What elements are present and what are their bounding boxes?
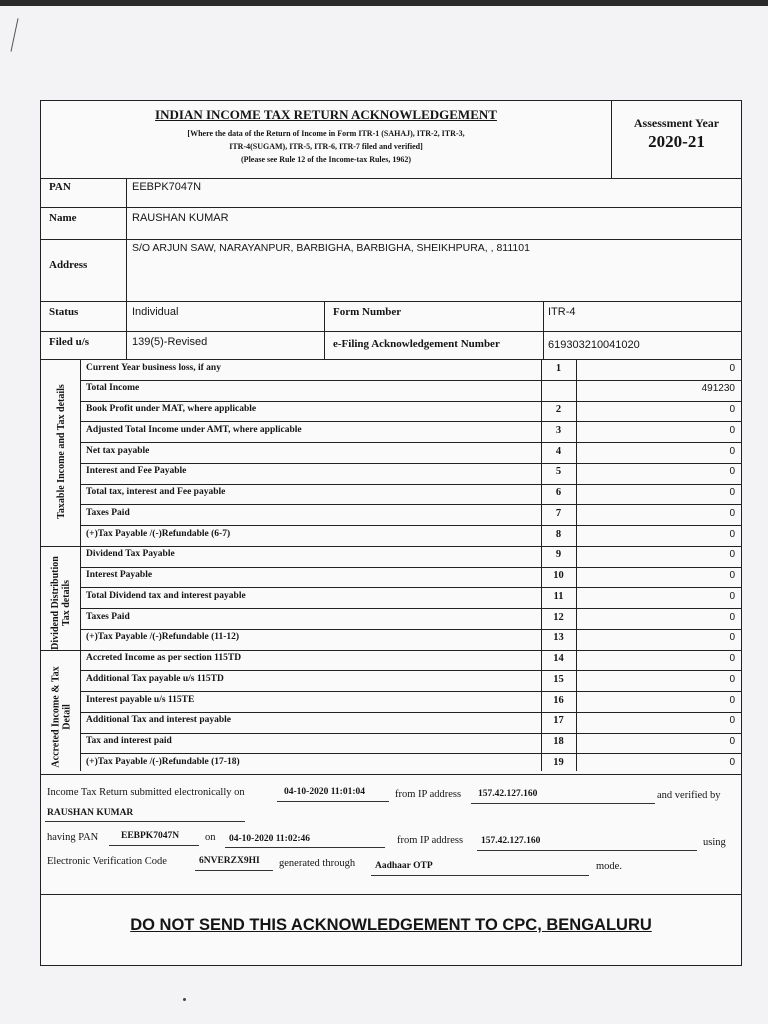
row-amount: 491230 (701, 383, 735, 395)
row-amount: 0 (729, 611, 735, 623)
assessment-year-value: 2020-21 (648, 132, 705, 151)
submitted-text: Income Tax Return submitted electronically on (47, 787, 245, 798)
row-divider (80, 463, 741, 464)
row-amount: 0 (729, 736, 735, 747)
evc-code: 6NVERZX9HI (199, 856, 260, 866)
verified-on-label: on (205, 832, 216, 843)
section-title: Dividend Distribution Tax details (50, 555, 72, 650)
row-label: (+)Tax Payable /(-)Refundable (11-12) (86, 632, 240, 643)
status-value: Individual (132, 306, 179, 318)
row-number: 6 (555, 487, 562, 498)
pan-label: PAN (49, 181, 71, 193)
row-divider (80, 670, 741, 671)
verified-datetime: 04-10-2020 11:02:46 (229, 834, 311, 844)
row-label: Total Income (86, 383, 140, 394)
row-label: (+)Tax Payable /(-)Refundable (17-18) (86, 756, 240, 767)
section-title: Taxable Income and Tax details (55, 384, 67, 520)
row-amount: 0 (729, 424, 735, 436)
row-label: Additional Tax payable u/s 115TD (86, 673, 224, 684)
row-label: Dividend Tax Payable (86, 549, 175, 560)
pan-value: EEBPK7047N (132, 181, 202, 193)
row-label: Total Dividend tax and interest payable (86, 590, 246, 601)
row-amount: 0 (729, 694, 735, 706)
row-number: 2 (555, 404, 562, 415)
row-amount: 0 (729, 632, 735, 644)
row-number: 1 (555, 362, 562, 374)
form-subtitle-2: ITR-4(SUGAM), ITR-5, ITR-6, ITR-7 filed and verified] (229, 142, 423, 151)
row-divider (41, 546, 741, 547)
row-number: 17 (553, 715, 564, 727)
row-divider (80, 733, 741, 734)
row-number: 9 (555, 549, 562, 561)
form-subtitle-1: [Where the data of the Return of Income in Form ITR-1 (SAHAJ), ITR-2, ITR-3, (187, 129, 465, 138)
row-divider (80, 629, 741, 630)
row-label: Adjusted Total Income under AMT, where applicable (86, 424, 302, 435)
mode-label: mode. (596, 861, 622, 872)
row-label: Additional Tax and interest payable (86, 715, 232, 726)
having-pan-label: having PAN (47, 832, 99, 843)
row-amount: 0 (729, 715, 735, 727)
row-amount: 0 (729, 756, 735, 768)
row-number: 8 (555, 528, 562, 540)
filed-us-label: Filed u/s (49, 336, 90, 348)
row-number: 19 (553, 756, 564, 768)
verifier-pan: EEBPK7047N (121, 831, 180, 841)
row-divider (80, 484, 741, 485)
row-amount: 0 (729, 653, 735, 664)
row-divider (80, 421, 741, 422)
row-label: (+)Tax Payable /(-)Refundable (6-7) (86, 528, 231, 539)
row-amount: 0 (729, 362, 735, 374)
row-label: Net tax payable (86, 445, 150, 456)
row-divider (80, 567, 741, 568)
row-divider (80, 712, 741, 713)
verifier-name: RAUSHAN KUMAR (47, 808, 134, 818)
row-amount: 0 (729, 570, 735, 581)
row-label: Accreted Income as per section 115TD (86, 653, 242, 663)
section-title: Accreted Income & Tax Detail (50, 666, 72, 768)
row-divider (80, 753, 741, 754)
row-number: 16 (553, 694, 564, 706)
row-amount: 0 (729, 466, 735, 478)
row-label: Interest payable u/s 115TE (86, 694, 195, 705)
row-divider (80, 525, 741, 526)
row-number: 15 (553, 673, 564, 685)
assessment-year-label: Assessment Year (633, 116, 720, 130)
row-divider (80, 608, 741, 609)
name-value: RAUSHAN KUMAR (132, 212, 229, 224)
submit-ip-address: 157.42.127.160 (478, 789, 538, 799)
form-title: INDIAN INCOME TAX RETURN ACKNOWLEDGEMENT (155, 107, 497, 122)
generated-through-label: generated through (279, 858, 356, 869)
ack-number-value: 619303210041020 (548, 339, 640, 351)
address-value: S/O ARJUN SAW, NARAYANPUR, BARBIGHA, BARBIGHA, SHEIKHPURA, , 811101 (132, 242, 530, 254)
row-amount: 0 (729, 549, 735, 561)
acknowledgement-form (40, 100, 742, 966)
pen-mark (10, 18, 18, 51)
row-number: 14 (553, 653, 564, 664)
submitted-datetime: 04-10-2020 11:01:04 (284, 787, 366, 797)
row-label: Tax and interest paid (86, 736, 172, 746)
address-label: Address (49, 259, 88, 271)
row-divider (41, 774, 741, 775)
verify-ip-label: from IP address (397, 835, 464, 846)
row-divider (80, 587, 741, 588)
row-divider (80, 401, 741, 402)
ack-number-label: e-Filing Acknowledgement Number (333, 338, 500, 350)
submit-ip-label: from IP address (395, 789, 462, 800)
row-label: Total tax, interest and Fee payable (86, 487, 226, 497)
name-label: Name (49, 212, 77, 224)
row-amount: 0 (729, 445, 735, 457)
evc-label: Electronic Verification Code (47, 856, 167, 867)
form-number-label: Form Number (333, 306, 402, 318)
form-subtitle-3: (Please see Rule 12 of the Income-tax Rules, 1962) (241, 155, 411, 164)
row-amount: 0 (729, 487, 735, 498)
row-label: Current Year business loss, if any (86, 362, 221, 373)
row-number: 10 (553, 570, 564, 581)
row-amount: 0 (729, 507, 735, 519)
do-not-send-warning: DO NOT SEND THIS ACKNOWLEDGEMENT TO CPC, BENGALURU (130, 916, 652, 934)
row-divider (80, 691, 741, 692)
filed-us-value: 139(5)-Revised (132, 336, 208, 348)
row-divider (80, 442, 741, 443)
row-number: 11 (553, 590, 564, 602)
using-label: using (703, 837, 726, 848)
row-label: Taxes Paid (86, 611, 130, 622)
row-divider (80, 380, 741, 381)
verified-by-label: and verified by (657, 790, 721, 801)
status-label: Status (49, 306, 79, 318)
row-amount: 0 (729, 590, 735, 602)
row-label: Interest and Fee Payable (86, 466, 187, 477)
row-number: 12 (553, 611, 564, 623)
generated-through-value: Aadhaar OTP (375, 861, 433, 871)
row-divider (80, 504, 741, 505)
row-label: Book Profit under MAT, where applicable (86, 404, 257, 414)
row-amount: 0 (729, 673, 735, 685)
verify-ip-address: 157.42.127.160 (481, 836, 541, 846)
row-amount: 0 (729, 404, 735, 415)
row-number: 18 (553, 736, 564, 747)
row-number: 13 (553, 632, 564, 644)
row-number: 5 (555, 466, 562, 478)
scan-speck (183, 998, 186, 1001)
row-number: 4 (555, 445, 562, 457)
row-label: Taxes Paid (86, 507, 130, 518)
row-label: Interest Payable (86, 570, 153, 580)
row-number: 7 (555, 507, 562, 519)
scan-top-edge (0, 0, 768, 6)
row-amount: 0 (729, 528, 735, 540)
row-divider (41, 650, 741, 651)
form-number-value: ITR-4 (548, 306, 576, 318)
row-number: 3 (555, 424, 562, 436)
